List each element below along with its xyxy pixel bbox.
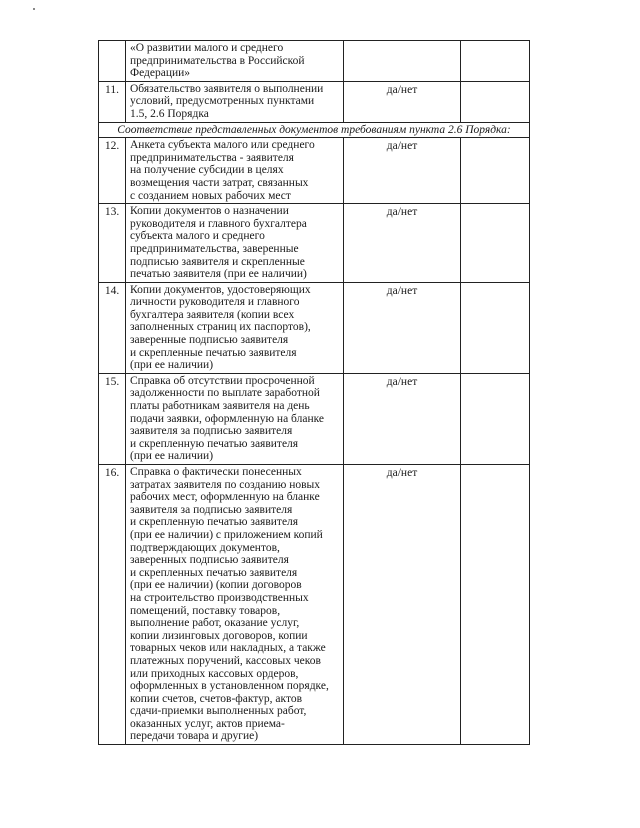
description-line: на получение субсидии в целях [130, 164, 284, 177]
description-line: (при ее наличии) с приложением копий [130, 528, 323, 541]
section-header-body [99, 122, 530, 138]
description-line: платы работникам заявителя на день [130, 400, 310, 413]
description-line: Копии документов, удостоверяющих [130, 283, 311, 296]
description-line: на строительство производственных [130, 591, 309, 604]
row-status: да/нет [344, 465, 461, 745]
description-line: и скрепленных печатью заявителя [130, 566, 298, 579]
description-line: руководителя и главного бухгалтера [130, 217, 307, 230]
description-line: платежных поручений, кассовых чеков [130, 654, 321, 667]
row-status: да/нет [344, 282, 461, 373]
row-description [126, 41, 344, 82]
description-line: личности руководителя и главного [130, 296, 300, 309]
description-line: с созданием новых рабочих мест [130, 189, 291, 202]
description-line: печатью заявителя (при ее наличии) [130, 268, 307, 281]
row-description [126, 138, 344, 204]
description-line: предпринимательства - заявителя [130, 151, 294, 164]
row-note-cell [461, 373, 530, 464]
row-status: да/нет [344, 81, 461, 122]
description-line: бухгалтера заявителя (копии всех [130, 308, 295, 321]
description-line: сдачи-приемки выполненных работ, [130, 705, 307, 718]
scan-speck [33, 8, 35, 10]
row-number: 11. [99, 81, 126, 122]
description-line: (при ее наличии) (копии договоров [130, 579, 302, 592]
row-note-cell [461, 204, 530, 283]
description-line: подтверждающих документов, [130, 541, 280, 554]
row-description [126, 373, 344, 464]
description-line: заполненных страниц их паспортов), [130, 321, 311, 334]
description-line: «О развитии малого и среднего [130, 42, 284, 54]
description-line: передачи товара и другие) [130, 730, 259, 743]
row-number: 16. [99, 465, 126, 745]
row-status [344, 41, 461, 82]
description-line: и скрепленную печатью заявителя [130, 516, 299, 529]
row-status: да/нет [344, 138, 461, 204]
row-note-cell [461, 138, 530, 204]
section-header: Соответствие представленных документов требованиям пункта 2.6 Порядка: [99, 122, 530, 138]
table-body-bottom [99, 138, 530, 745]
description-line: копии лизинговых договоров, копии [130, 629, 308, 642]
description-line: (при ее наличии) [130, 359, 214, 372]
description-line: (при ее наличии) [130, 450, 214, 463]
table-body-top [99, 41, 530, 123]
description-line: помещений, поставку товаров, [130, 604, 281, 617]
description-line: задолженности по выплате заработной [130, 387, 320, 400]
checklist-table [98, 40, 530, 745]
description-line: 1.5, 2.6 Порядка [130, 107, 209, 120]
description-line: условий, предусмотренных пунктами [130, 95, 315, 108]
description-line: заверенных подписью заявителя [130, 554, 289, 567]
row-note-cell [461, 81, 530, 122]
description-line: Федерации» [130, 67, 191, 80]
description-line: Обязательство заявителя о выполнении [130, 82, 324, 95]
row-number [99, 41, 126, 82]
description-line: подписью заявителя и скрепленные [130, 255, 305, 268]
row-description [126, 81, 344, 122]
description-line: Справка об отсутствии просроченной [130, 374, 315, 387]
description-line: товарных чеков или накладных, а также [130, 642, 326, 655]
description-line: Справка о фактически понесенных [130, 466, 302, 478]
row-note-cell [461, 282, 530, 373]
table-row [99, 282, 530, 373]
row-number: 12. [99, 138, 126, 204]
description-line: предпринимательства в Российской [130, 54, 305, 67]
table-row [99, 81, 530, 122]
row-description [126, 465, 344, 745]
description-line: Анкета субъекта малого или среднего [130, 139, 315, 152]
row-note-cell [461, 465, 530, 745]
description-line: копии счетов, счетов-фактур, актов [130, 692, 303, 705]
section-header-row [99, 122, 530, 138]
description-line: или приходных кассовых ордеров, [130, 667, 299, 680]
description-line: заверенные подписью заявителя [130, 334, 289, 347]
description-line: затратах заявителя по созданию новых [130, 478, 321, 491]
row-description [126, 282, 344, 373]
row-status: да/нет [344, 373, 461, 464]
table-row [99, 373, 530, 464]
description-line: оформленных в установленном порядке, [130, 680, 329, 693]
description-line: выполнение работ, оказание услуг, [130, 617, 300, 630]
row-note-cell [461, 41, 530, 82]
description-line: рабочих мест, оформленную на бланке [130, 491, 320, 504]
description-line: оказанных услуг, актов приема- [130, 717, 285, 730]
description-line: и скрепленную печатью заявителя [130, 437, 299, 450]
row-number: 13. [99, 204, 126, 283]
row-status: да/нет [344, 204, 461, 283]
row-number: 15. [99, 373, 126, 464]
table-row [99, 204, 530, 283]
description-line: заявителя за подписью заявителя [130, 503, 293, 516]
table-row [99, 465, 530, 745]
table-row [99, 138, 530, 204]
row-description [126, 204, 344, 283]
description-line: предпринимательства, заверенные [130, 242, 299, 255]
description-line: Копии документов о назначении [130, 205, 289, 218]
description-line: подачи заявки, оформленную на бланке [130, 412, 325, 425]
row-number: 14. [99, 282, 126, 373]
description-line: субъекта малого и среднего [130, 230, 265, 243]
table-row [99, 41, 530, 82]
description-line: и скрепленные печатью заявителя [130, 346, 297, 359]
description-line: заявителя за подписью заявителя [130, 425, 293, 438]
description-line: возмещения части затрат, связанных [130, 176, 309, 189]
